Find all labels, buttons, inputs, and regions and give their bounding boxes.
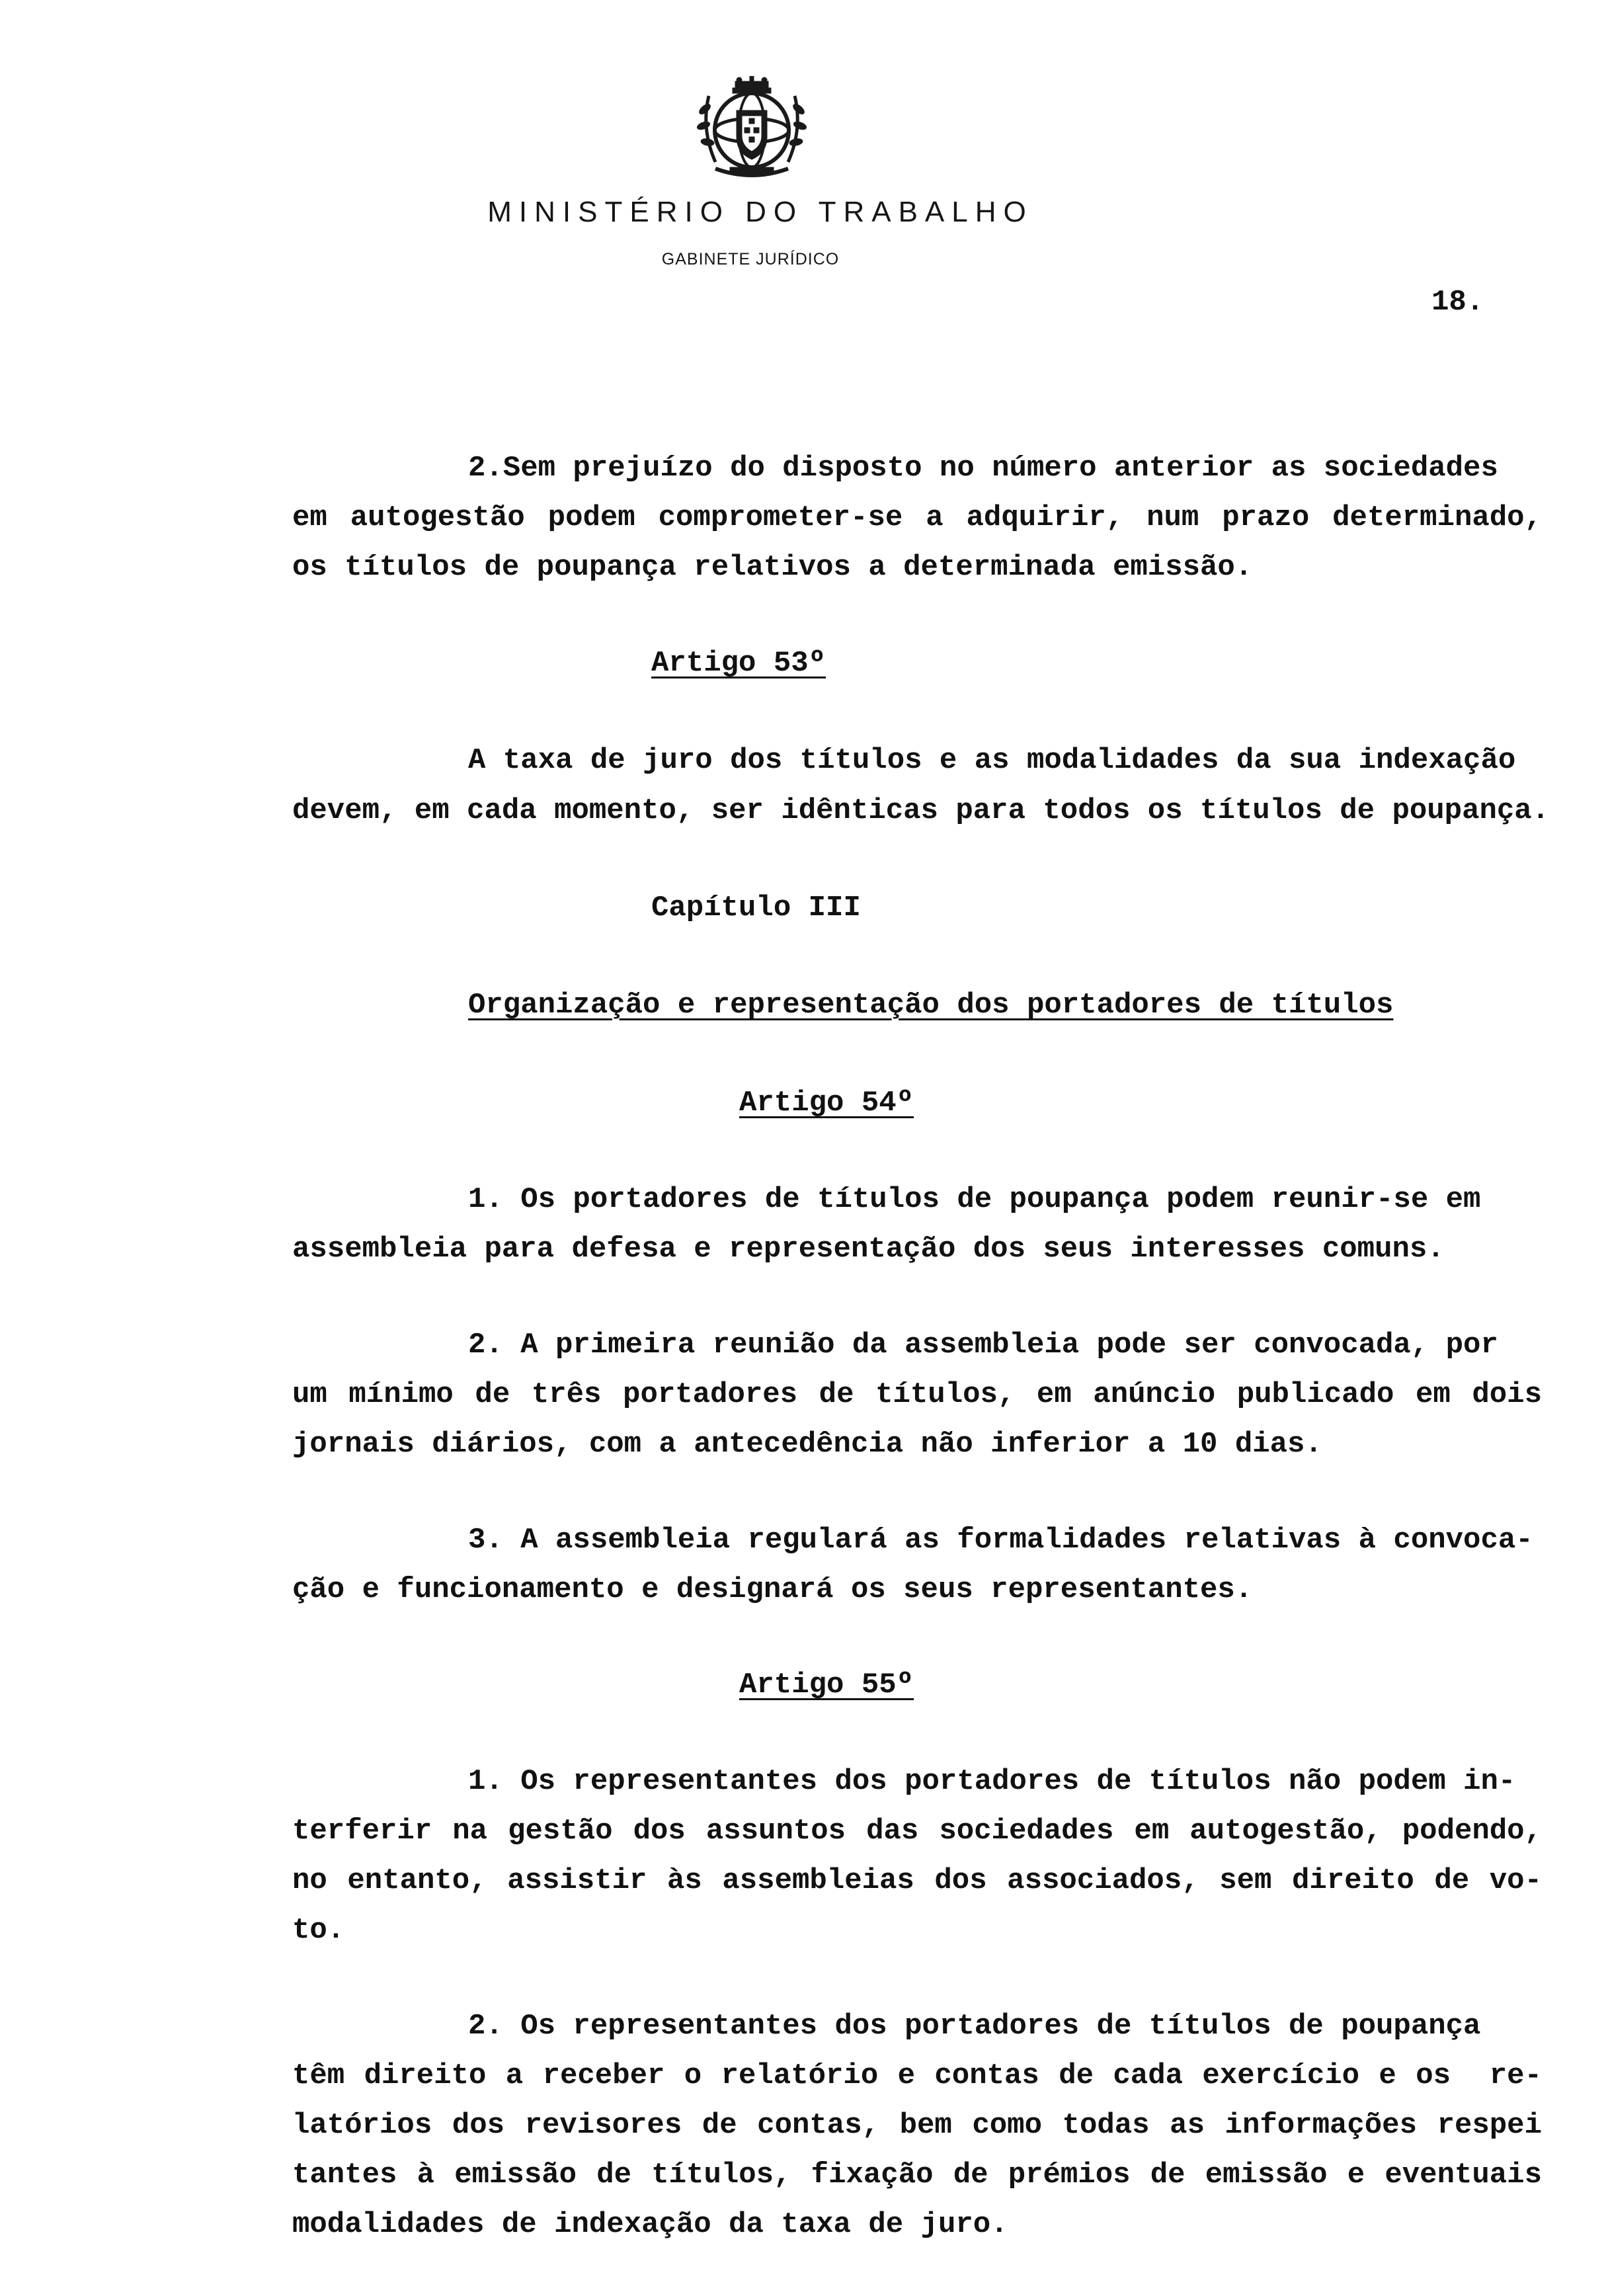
paragraph-line: têm direito a receber o relatório e contas de cada exercício e os re- [292, 2059, 1542, 2092]
paragraph-line: 1. Os portadores de títulos de poupança podem reunir-se em [468, 1183, 1481, 1216]
article-heading: Artigo 54º [739, 1086, 914, 1120]
paragraph-line: um mínimo de três portadores de títulos, em anúncio publicado em dois [292, 1378, 1542, 1411]
paragraph-line: 1. Os representantes dos portadores de títulos não podem in- [468, 1765, 1516, 1798]
paragraph-line: no entanto, assistir às assembleias dos associados, sem direito de vo- [292, 1864, 1542, 1897]
paragraph-line: assembleia para defesa e representação dos seus interesses comuns. [292, 1233, 1445, 1266]
paragraph-line: tantes à emissão de títulos, fixação de prémios de emissão e eventuais [292, 2158, 1542, 2192]
article-heading: Artigo 55º [739, 1668, 914, 1702]
paragraph-line: 2.Sem prejuízo do disposto no número anterior as sociedades [468, 452, 1498, 485]
paragraph-line: jornais diários, com a antecedência não inferior a 10 dias. [292, 1428, 1322, 1461]
paragraph-line: modalidades de indexação da taxa de juro. [292, 2208, 1008, 2241]
paragraph-line: terferir na gestão dos assuntos das sociedades em autogestão, podendo, [292, 1815, 1542, 1848]
ministry-name: MINISTÉRIO DO TRABALHO [487, 196, 1033, 228]
office-name: GABINETE JURÍDICO [661, 250, 840, 268]
page-number: 18. [1431, 286, 1484, 319]
paragraph-line: 2. A primeira reunião da assembleia pode ser convocada, por [468, 1329, 1498, 1362]
paragraph-line: A taxa de juro dos títulos e as modalidades da sua indexação [468, 744, 1516, 777]
paragraph-line: latórios dos revisores de contas, bem como todas as informações respei [292, 2109, 1542, 2142]
paragraph-line: 3. A assembleia regulará as formalidades relativas à convoca- [468, 1524, 1533, 1557]
paragraph-line: 2. Os representantes dos portadores de títulos de poupança [468, 2010, 1481, 2043]
paragraph-line: to. [292, 1914, 345, 1947]
article-heading: Artigo 53º [651, 647, 826, 680]
chapter-title: Organização e representação dos portadores de títulos [468, 989, 1394, 1022]
paragraph-line: os títulos de poupança relativos a determinada emissão. [292, 551, 1253, 584]
coat-of-arms-icon [689, 76, 815, 185]
paragraph-line: em autogestão podem comprometer-se a adquirir, num prazo determinado, [292, 501, 1542, 534]
chapter-heading: Capítulo III [651, 891, 861, 924]
paragraph-line: ção e funcionamento e designará os seus representantes. [292, 1573, 1253, 1606]
paragraph-line: devem, em cada momento, ser idênticas para todos os títulos de poupança. [292, 794, 1550, 827]
